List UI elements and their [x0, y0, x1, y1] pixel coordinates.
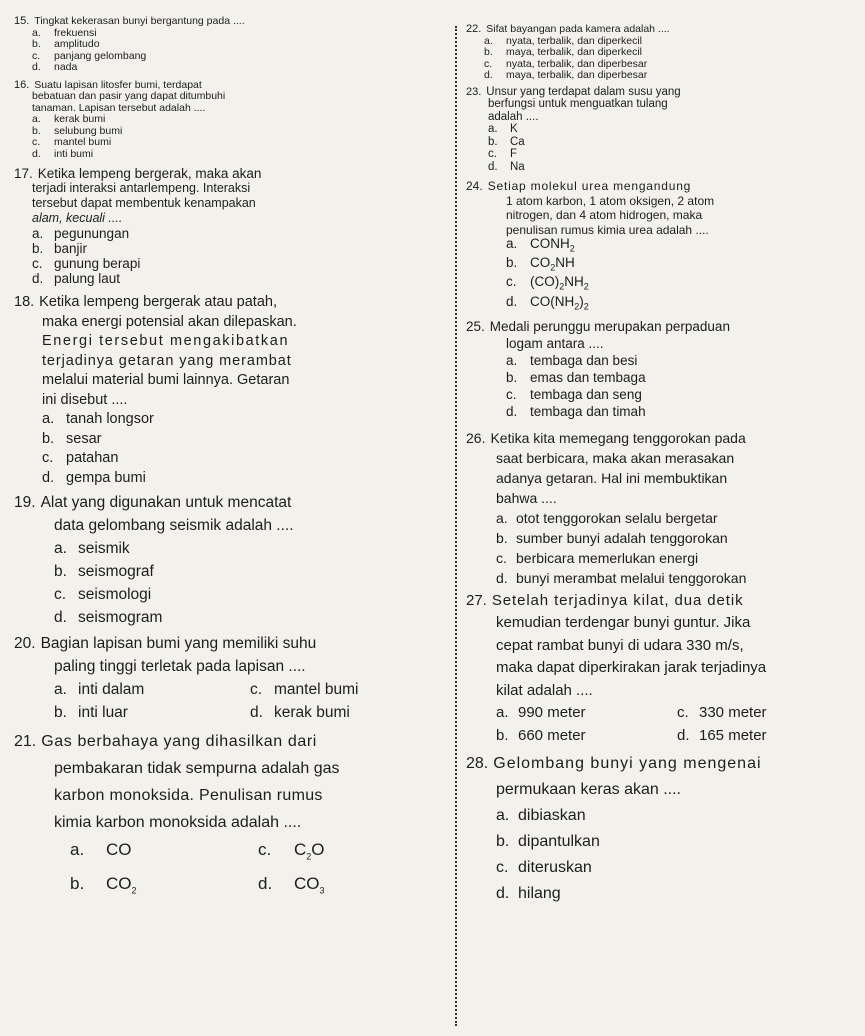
option-label: a. [496, 807, 510, 825]
question-stem: adalah .... [488, 110, 539, 123]
question-stem: Ketika lempeng bergerak, maka akan [37, 166, 262, 181]
question-stem: Alat yang digunakan untuk mencatat [40, 494, 292, 511]
question-number: 16. [14, 78, 30, 91]
option-label: b. [506, 255, 518, 271]
option-label: a. [488, 123, 498, 135]
option-label: b. [70, 874, 85, 894]
question-22 [466, 24, 858, 82]
option-label: b. [32, 241, 44, 256]
option-text: panjang gelombang [54, 49, 147, 62]
question-25 [466, 318, 858, 420]
question-number: 21. [14, 733, 37, 750]
question-21 [14, 728, 446, 905]
option-label: a. [506, 236, 518, 251]
option-label: b. [54, 563, 67, 580]
question-stem: kimia karbon monoksida adalah .... [54, 814, 302, 831]
question-stem: terjadinya getaran yang merambat [42, 352, 292, 369]
question-stem: maka energi potensial akan dilepaskan. [42, 313, 297, 330]
question-stem: Medali perunggu merupakan perpaduan [489, 318, 730, 334]
option-label: c. [32, 136, 41, 148]
option-text: hilang [518, 885, 561, 903]
option-text: 990 meter [518, 704, 586, 722]
formula-conh2: $CONH_2$ [530, 236, 575, 254]
formula-co: CO [106, 840, 132, 859]
question-stem: maka dapat diperkirakan jarak terjadinya [496, 659, 767, 677]
question-number: 24. [466, 179, 483, 193]
question-20 [14, 632, 446, 724]
option-label: b. [484, 46, 493, 58]
option-text: 330 meter [699, 704, 767, 722]
question-stem: kilat adalah .... [496, 681, 593, 699]
question-24 [466, 179, 858, 314]
question-stem: adanya getaran. Hal ini membuktikan [496, 469, 728, 486]
option-text: sumber bunyi adalah tenggorokan [516, 529, 728, 546]
question-number: 19. [14, 494, 36, 511]
option-text: maya, terbalik, dan diperkecil [506, 46, 642, 58]
question-stem: cepat rambat bunyi di udara 330 m/s, [496, 636, 744, 654]
option-text: tanah longsor [66, 411, 154, 427]
option-label: a. [484, 34, 493, 47]
question-stem: permukaan keras akan .... [496, 781, 681, 799]
question-stem: terjadi interaksi antarlempeng. Interaksi [32, 181, 251, 195]
option-text: F [510, 148, 518, 160]
question-18 [14, 293, 446, 488]
question-stem: Sifat bayangan pada kamera adalah .... [486, 23, 670, 35]
option-text: frekuensi [54, 26, 97, 39]
question-stem: Energi tersebut mengakibatkan [42, 333, 290, 349]
question-stem: Unsur yang terdapat dalam susu yang [486, 85, 681, 98]
option-label: d. [250, 704, 263, 721]
option-label: d. [32, 271, 44, 286]
option-text: seismograf [78, 563, 154, 580]
question-stem: logam antara .... [506, 335, 604, 351]
option-text: berbicara memerlukan energi [516, 549, 699, 566]
question-stem: ini disebut .... [42, 391, 128, 408]
question-stem: tersebut dapat membentuk kenampakan [32, 196, 256, 210]
option-label: d. [32, 61, 41, 73]
option-text: 165 meter [699, 726, 767, 744]
question-stem: alam, kecuali .... [32, 211, 123, 225]
left-column [14, 16, 446, 905]
option-label: c. [42, 450, 54, 466]
option-label: a. [32, 26, 41, 39]
option-label: a. [42, 411, 55, 427]
option-text: seismologi [78, 586, 152, 603]
question-stem: saat berbicara, maka akan merasakan [496, 449, 735, 466]
option-label: a. [506, 352, 518, 368]
option-text: inti dalam [78, 681, 145, 698]
option-text: diteruskan [518, 859, 592, 877]
option-text: nyata, terbalik, dan diperbesar [506, 57, 648, 70]
option-text: mantel bumi [274, 681, 359, 698]
option-label: c. [250, 681, 263, 698]
option-text: kerak bumi [54, 113, 106, 125]
option-text: dibiaskan [518, 807, 586, 825]
option-text: Ca [510, 135, 525, 148]
question-number: 17. [14, 166, 33, 181]
option-label: c. [32, 49, 41, 62]
option-text: Na [510, 160, 525, 173]
option-text: kerak bumi [274, 704, 350, 721]
question-stem: Tingkat kekerasan bunyi bergantung pada .... [34, 15, 245, 27]
option-text: nyata, terbalik, dan diperkecil [506, 34, 642, 47]
option-text: K [510, 123, 518, 135]
question-28 [466, 751, 858, 907]
option-text: tembaga dan timah [530, 403, 646, 419]
option-label: c. [677, 704, 689, 722]
option-label: c. [484, 57, 493, 70]
option-text: tembaga dan seng [530, 386, 642, 402]
option-text: inti bumi [54, 147, 94, 160]
question-number: 28. [466, 755, 489, 773]
option-label: a. [54, 681, 67, 698]
option-label: b. [488, 135, 498, 148]
question-number: 27. [466, 591, 487, 609]
option-label: d. [506, 403, 518, 419]
option-text: sesar [66, 430, 102, 447]
option-text: seismogram [78, 609, 163, 626]
option-text: palung laut [54, 271, 121, 286]
question-number: 18. [14, 294, 35, 310]
option-label: c. [32, 256, 43, 271]
question-stem: Gelombang bunyi yang mengenai [493, 755, 762, 773]
option-label: c. [496, 549, 507, 566]
option-label: c. [506, 386, 517, 402]
question-number: 15. [14, 15, 30, 27]
question-number: 26. [466, 429, 486, 446]
option-label: d. [488, 160, 498, 173]
question-stem: 1 atom karbon, 1 atom oksigen, 2 atom [506, 193, 715, 208]
option-label: a. [32, 113, 41, 125]
formula-urea: $CO(NH_2)_2$ [530, 293, 589, 312]
option-text: dipantulkan [518, 833, 600, 851]
question-number: 20. [14, 635, 36, 652]
question-stem: tanaman. Lapisan tersebut adalah .... [32, 101, 206, 114]
option-text: tembaga dan besi [530, 352, 638, 368]
option-label: c. [54, 586, 67, 603]
question-17 [14, 166, 446, 286]
right-column [466, 24, 858, 907]
option-text: mantel bumi [54, 136, 112, 148]
formula-co3: $CO_3$ [294, 874, 325, 896]
option-text: amplitudo [54, 38, 100, 50]
option-label: d. [496, 569, 508, 586]
formula-c2o: $C_2O$ [294, 840, 325, 862]
question-27 [466, 590, 858, 748]
option-text: patahan [66, 450, 119, 466]
option-label: d. [484, 69, 493, 81]
option-text: nada [54, 61, 78, 73]
option-label: b. [496, 529, 508, 546]
question-stem: bahwa .... [496, 489, 557, 506]
option-text: emas dan tembaga [530, 369, 646, 385]
option-label: d. [506, 293, 518, 309]
option-label: b. [32, 38, 41, 50]
option-text: maya, terbalik, dan diperbesar [506, 69, 648, 81]
question-stem: Bagian lapisan bumi yang memiliki suhu [40, 635, 317, 652]
question-stem: bebatuan dan pasir yang dapat ditumbuhi [32, 90, 226, 102]
question-15 [14, 16, 446, 74]
formula-co2: $CO_2$ [106, 874, 137, 896]
question-stem: Gas berbahaya yang dihasilkan dari [41, 733, 317, 750]
option-text: otot tenggorokan selalu bergetar [516, 509, 718, 526]
column-divider [455, 26, 457, 1026]
question-stem: karbon monoksida. Penulisan rumus [54, 787, 323, 804]
question-stem: paling tinggi terletak pada lapisan .... [54, 658, 306, 675]
option-text: gempa bumi [66, 469, 146, 486]
option-label: d. [258, 874, 273, 894]
option-label: d. [54, 609, 67, 626]
option-label: b. [496, 726, 509, 744]
question-number: 23. [466, 85, 482, 98]
option-label: d. [42, 469, 55, 486]
option-label: a. [496, 704, 509, 722]
question-stem: data gelombang seismik adalah .... [54, 517, 294, 534]
question-19 [14, 491, 446, 629]
question-stem: Ketika lempeng bergerak atau patah, [39, 294, 277, 310]
option-text: seismik [78, 540, 130, 557]
option-label: b. [42, 430, 55, 447]
option-label: d. [32, 147, 41, 160]
question-23 [466, 86, 858, 174]
option-label: c. [258, 840, 272, 859]
question-stem: penulisan rumus kimia urea adalah .... [506, 222, 709, 237]
question-stem: kemudian terdengar bunyi guntur. Jika [496, 614, 751, 632]
question-stem: Setiap molekul urea mengandung [487, 179, 692, 193]
question-stem: melalui material bumi lainnya. Getaran [42, 372, 290, 388]
option-text: inti luar [78, 704, 128, 721]
question-stem: nitrogen, dan 4 atom hidrogen, maka [506, 208, 703, 222]
question-26 [466, 428, 858, 588]
option-label: b. [32, 124, 41, 137]
option-label: d. [496, 885, 510, 903]
option-label: a. [70, 840, 85, 859]
question-stem: Setelah terjadinya kilat, dua detik [491, 591, 744, 609]
option-text: bunyi merambat melalui tenggorokan [516, 569, 747, 586]
question-stem: Ketika kita memegang tenggorokan pada [490, 429, 746, 446]
question-number: 22. [466, 23, 482, 35]
option-label: b. [496, 833, 510, 851]
option-text: gunung berapi [54, 256, 141, 271]
option-label: a. [54, 540, 67, 557]
option-label: b. [54, 704, 67, 721]
question-stem: Suatu lapisan litosfer bumi, terdapat [34, 78, 202, 91]
question-stem: pembakaran tidak sempurna adalah gas [54, 760, 340, 777]
option-label: c. [506, 274, 517, 290]
question-16 [14, 80, 446, 161]
formula-co2nh: $CO_2NH$ [530, 255, 575, 273]
question-stem: berfungsi untuk menguatkan tulang [488, 98, 668, 110]
option-label: c. [496, 859, 509, 877]
option-label: c. [488, 148, 497, 160]
option-text: selubung bumi [54, 124, 123, 137]
option-text: 660 meter [518, 726, 586, 744]
formula-co2nh2: $(CO)_2NH_2$ [530, 274, 589, 293]
option-text: pegunungan [54, 226, 130, 241]
option-text: banjir [54, 241, 88, 256]
option-label: a. [32, 226, 44, 241]
option-label: d. [677, 726, 690, 744]
option-label: b. [506, 369, 518, 385]
option-label: a. [496, 509, 508, 526]
question-number: 25. [466, 318, 485, 334]
